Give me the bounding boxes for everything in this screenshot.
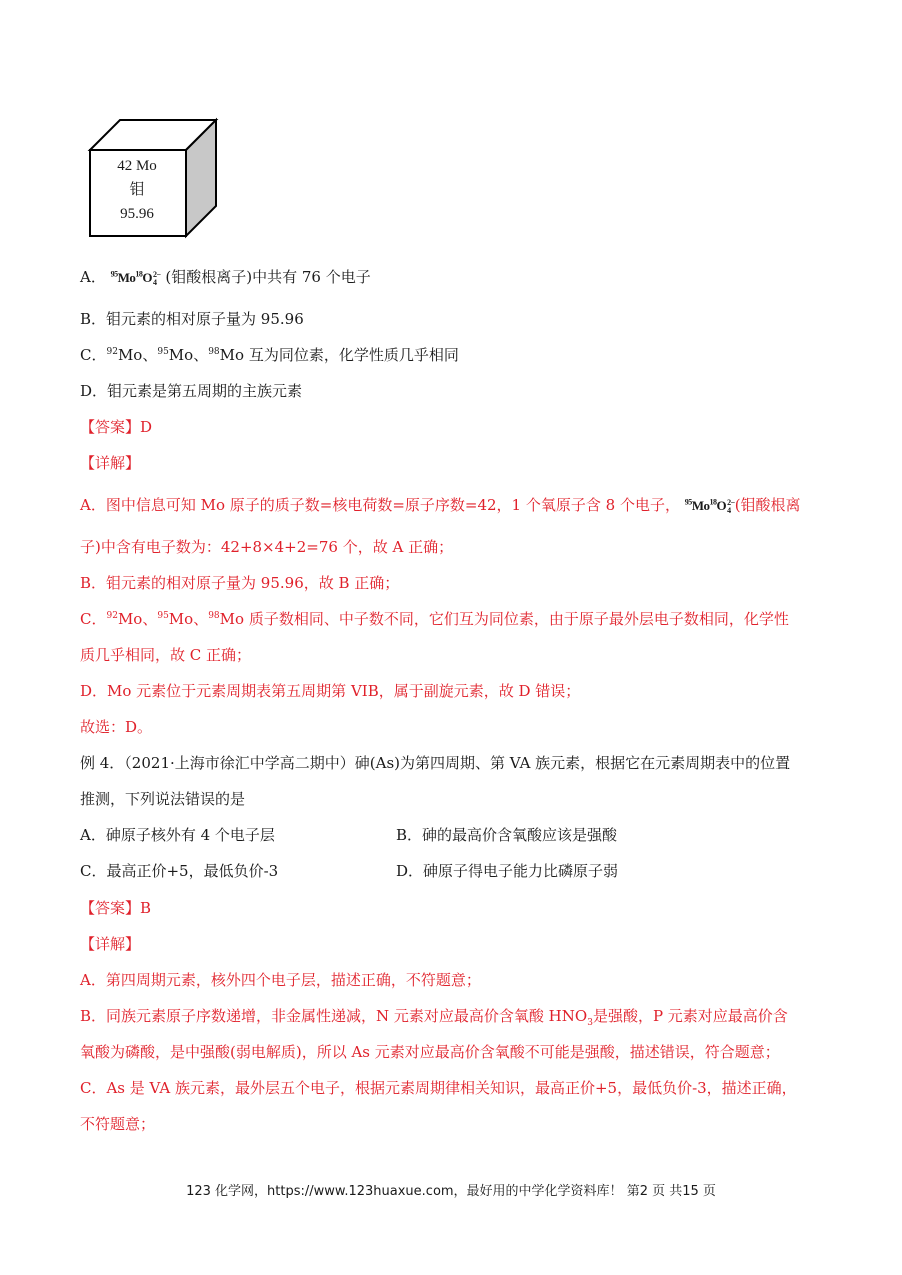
mass-18: 18 — [709, 497, 717, 507]
answer-label: 【答案】 — [80, 418, 141, 436]
example4-stem-line2: 推测，下列说法错误的是 — [80, 790, 246, 808]
molybdate-ion-formula — [110, 269, 161, 288]
answer-value: B — [140, 899, 152, 917]
explain-a-line2: 子)中含有电子数为：42+8×4+2=76 个，故 A 正确； — [80, 538, 454, 556]
mass-95: 95 — [110, 269, 118, 279]
symbol-mo: Mo — [168, 346, 194, 364]
example4-explain-c-line1: C．As 是 VA 族元素，最外层五个电子，根据元素周期律相关知识，最高正价+5，最低负价-3，描述正确， — [80, 1079, 797, 1097]
example4-analysis-label: 【详解】 — [80, 935, 141, 953]
symbol-mo: Mo — [219, 610, 245, 628]
example4-option-d: D．砷原子得电子能力比磷原子弱 — [396, 862, 619, 880]
symbol-mo: Mo — [117, 346, 143, 364]
explain-b-text2: 是强酸，P 元素对应最高价含 — [592, 1007, 788, 1025]
mass-95: 95 — [157, 347, 169, 357]
separator: 、 — [142, 346, 158, 364]
explain-a-text2: (钼酸根离 — [734, 496, 801, 514]
mass-95: 95 — [157, 611, 169, 621]
explain-conclusion: 故选：D。 — [80, 718, 153, 736]
answer-value: D — [140, 418, 153, 436]
example4-explain-c-line2: 不符题意； — [80, 1115, 156, 1133]
molybdate-ion-formula — [684, 497, 735, 516]
symbol-mo: Mo — [168, 610, 194, 628]
example4-explain-a: A．第四周期元素，核外四个电子层，描述正确，不符题意； — [80, 971, 481, 989]
separator: 、 — [193, 610, 209, 628]
mass-98: 98 — [208, 347, 220, 357]
explain-d: D．Mo 元素位于元素周期表第五周期第 VIB，属于副旋元素，故 D 错误； — [80, 682, 581, 700]
mass-18: 18 — [135, 269, 143, 279]
explain-a-text: A．图中信息可知 Mo 原子的质子数=核电荷数=原子序数=42，1 个氧原子含 8 个电子， — [80, 496, 680, 514]
subscript-4: 4 — [727, 506, 731, 516]
explain-c-prefix: C． — [80, 610, 107, 628]
charge: 2− — [153, 270, 161, 280]
explain-b: B．钼元素的相对原子量为 95.96，故 B 正确； — [80, 574, 400, 592]
answer-label: 【答案】 — [80, 899, 141, 917]
option-a — [80, 266, 371, 289]
mass-98: 98 — [208, 611, 220, 621]
symbol-mo: Mo — [117, 270, 136, 285]
mass-92: 92 — [106, 611, 118, 621]
symbol-o: O — [142, 270, 153, 285]
option-b: B．钼元素的相对原子量为 95.96 — [80, 310, 304, 328]
symbol-mo: Mo — [117, 610, 143, 628]
explain-c-line2: 质几乎相同，故 C 正确； — [80, 646, 252, 664]
explain-b-text1: B．同族元素原子序数递增，非金属性递减，N 元素对应最高价含氧酸 HNO — [80, 1007, 588, 1025]
symbol-mo: Mo — [219, 346, 245, 364]
symbol-o: O — [716, 498, 727, 513]
option-d: D．钼元素是第五周期的主族元素 — [80, 382, 303, 400]
example4-explain-b-line1 — [80, 1005, 788, 1027]
analysis-label: 【详解】 — [80, 454, 141, 472]
example4-stem-line1: 例 4．（2021·上海市徐汇中学高二期中）砷(As)为第四周期、第 VA 族元素，根据它在元素周期表中的位置 — [80, 754, 791, 772]
separator: 、 — [193, 346, 209, 364]
subscript-4: 4 — [153, 278, 157, 288]
example4-option-c: C．最高正价+5，最低负价-3 — [80, 862, 279, 880]
example4-explain-b-line2: 氧酸为磷酸，是中强酸(弱电解质)，所以 As 元素对应最高价含氧酸不可能是强酸，描述错误，符合题意； — [80, 1043, 780, 1061]
explain-c-line1 — [80, 608, 789, 630]
option-a-prefix: A． — [80, 268, 106, 286]
subscript-3: 3 — [587, 1018, 593, 1028]
charge-subscript — [153, 271, 161, 287]
option-a-text: (钼酸根离子)中共有 76 个电子 — [165, 268, 371, 286]
separator: 、 — [142, 610, 158, 628]
answer-row — [80, 416, 152, 438]
explain-c-text: 质子数相同、中子数不同，它们互为同位素，由于原子最外层电子数相同，化学性 — [248, 610, 789, 628]
option-c-prefix: C． — [80, 346, 107, 364]
mass-92: 92 — [106, 347, 118, 357]
cube-atomic-mass: 95.96 — [120, 206, 154, 222]
explain-a-line1 — [80, 494, 801, 517]
option-c — [80, 344, 459, 366]
cube-number-symbol: 42 Mo — [117, 158, 157, 174]
example4-answer-row — [80, 897, 151, 919]
example4-option-a: A．砷原子核外有 4 个电子层 — [80, 826, 275, 844]
charge-subscript — [727, 499, 735, 515]
charge: 2− — [727, 498, 735, 508]
mass-95: 95 — [684, 497, 692, 507]
option-c-text: 互为同位素，化学性质几乎相同 — [248, 346, 459, 364]
symbol-mo: Mo — [691, 498, 710, 513]
page-footer: 123 化学网，https://www.123huaxue.com，最好用的中学化学资料库！ 第2 页 共15 页 — [186, 1184, 716, 1199]
example4-option-b: B．砷的最高价含氧酸应该是强酸 — [396, 826, 618, 844]
cube-element-name: 钼 — [129, 182, 145, 198]
